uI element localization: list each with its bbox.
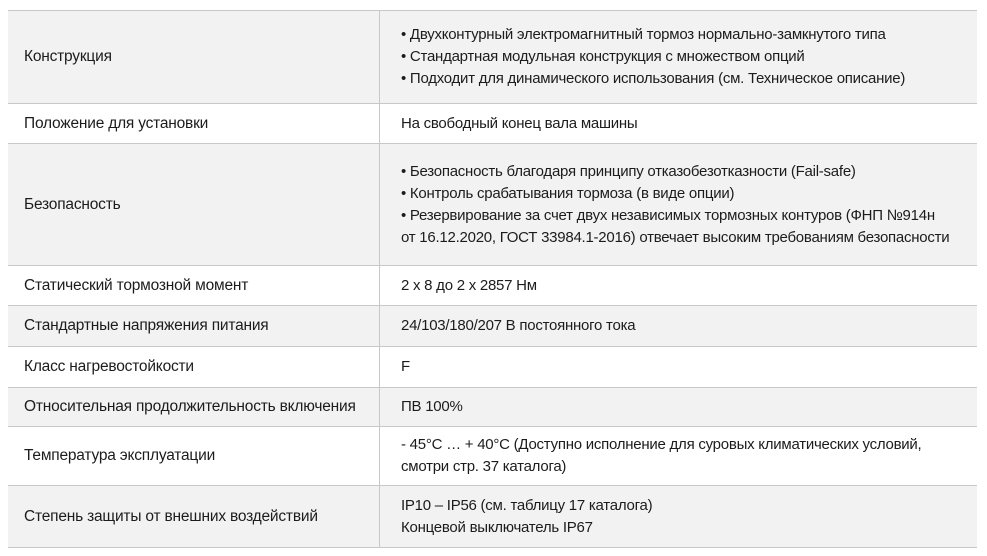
table-row-supply-voltage [8,306,977,347]
value-line: - 45°C … + 40°C (Доступно исполнение для суровых климатических условий, [401,436,922,453]
row-value [380,427,977,485]
value-line: • Безопасность благодаря принципу отказобезотказности (Fail-safe) [401,162,856,180]
table-row-operating-temperature [8,427,977,486]
row-label: Конструкция [8,11,380,103]
table-row-mounting-position [8,104,977,144]
row-value [380,144,977,265]
row-label: Безопасность [8,144,380,265]
table-row-insulation-class [8,347,977,388]
value-line: 24/103/180/207 В постоянного тока [401,317,636,334]
value-line: 2 х 8 до 2 х 2857 Нм [401,276,537,294]
row-label: Относительная продолжительность включения [8,388,380,426]
row-label: Класс нагревостойкости [8,347,380,387]
table-row-safety [8,144,977,266]
row-value [380,388,977,426]
value-line: На свободный конец вала машины [401,114,638,132]
value-line: • Двухконтурный электромагнитный тормоз нормально-замкнутого типа [401,26,886,43]
row-label: Степень защиты от внешних воздействий [8,486,380,547]
table-row-duty-cycle [8,388,977,427]
value-line: • Подходит для динамического использования (см. Техническое описание) [401,70,906,87]
row-value [380,486,977,547]
value-line: Концевой выключатель IP67 [401,518,593,536]
row-label: Положение для установки [8,104,380,143]
row-value [380,266,977,305]
value-line: • Стандартная модульная конструкция с множеством опций [401,48,805,65]
value-line: F [401,358,410,375]
value-line: от 16.12.2020, ГОСТ 33984.1-2016) отвечает высоким требованиям безопасности [401,228,950,246]
row-label: Стандартные напряжения питания [8,306,380,346]
value-line: смотри стр. 37 каталога) [401,458,567,475]
value-line: • Контроль срабатывания тормоза (в виде опции) [401,184,735,202]
row-value [380,11,977,103]
table-row-construction [8,11,977,104]
value-line: • Резервирование за счет двух независимых тормозных контуров (ФНП №914н [401,206,935,224]
row-label: Статический тормозной момент [8,266,380,305]
value-line: ПВ 100% [401,398,463,415]
table-row-protection-degree [8,486,977,547]
table-row-static-torque [8,266,977,306]
row-value [380,104,977,143]
row-value [380,306,977,346]
row-value [380,347,977,387]
specification-table [8,10,977,548]
row-label: Температура эксплуатации [8,427,380,485]
value-line: IP10 – IP56 (см. таблицу 17 каталога) [401,496,653,514]
